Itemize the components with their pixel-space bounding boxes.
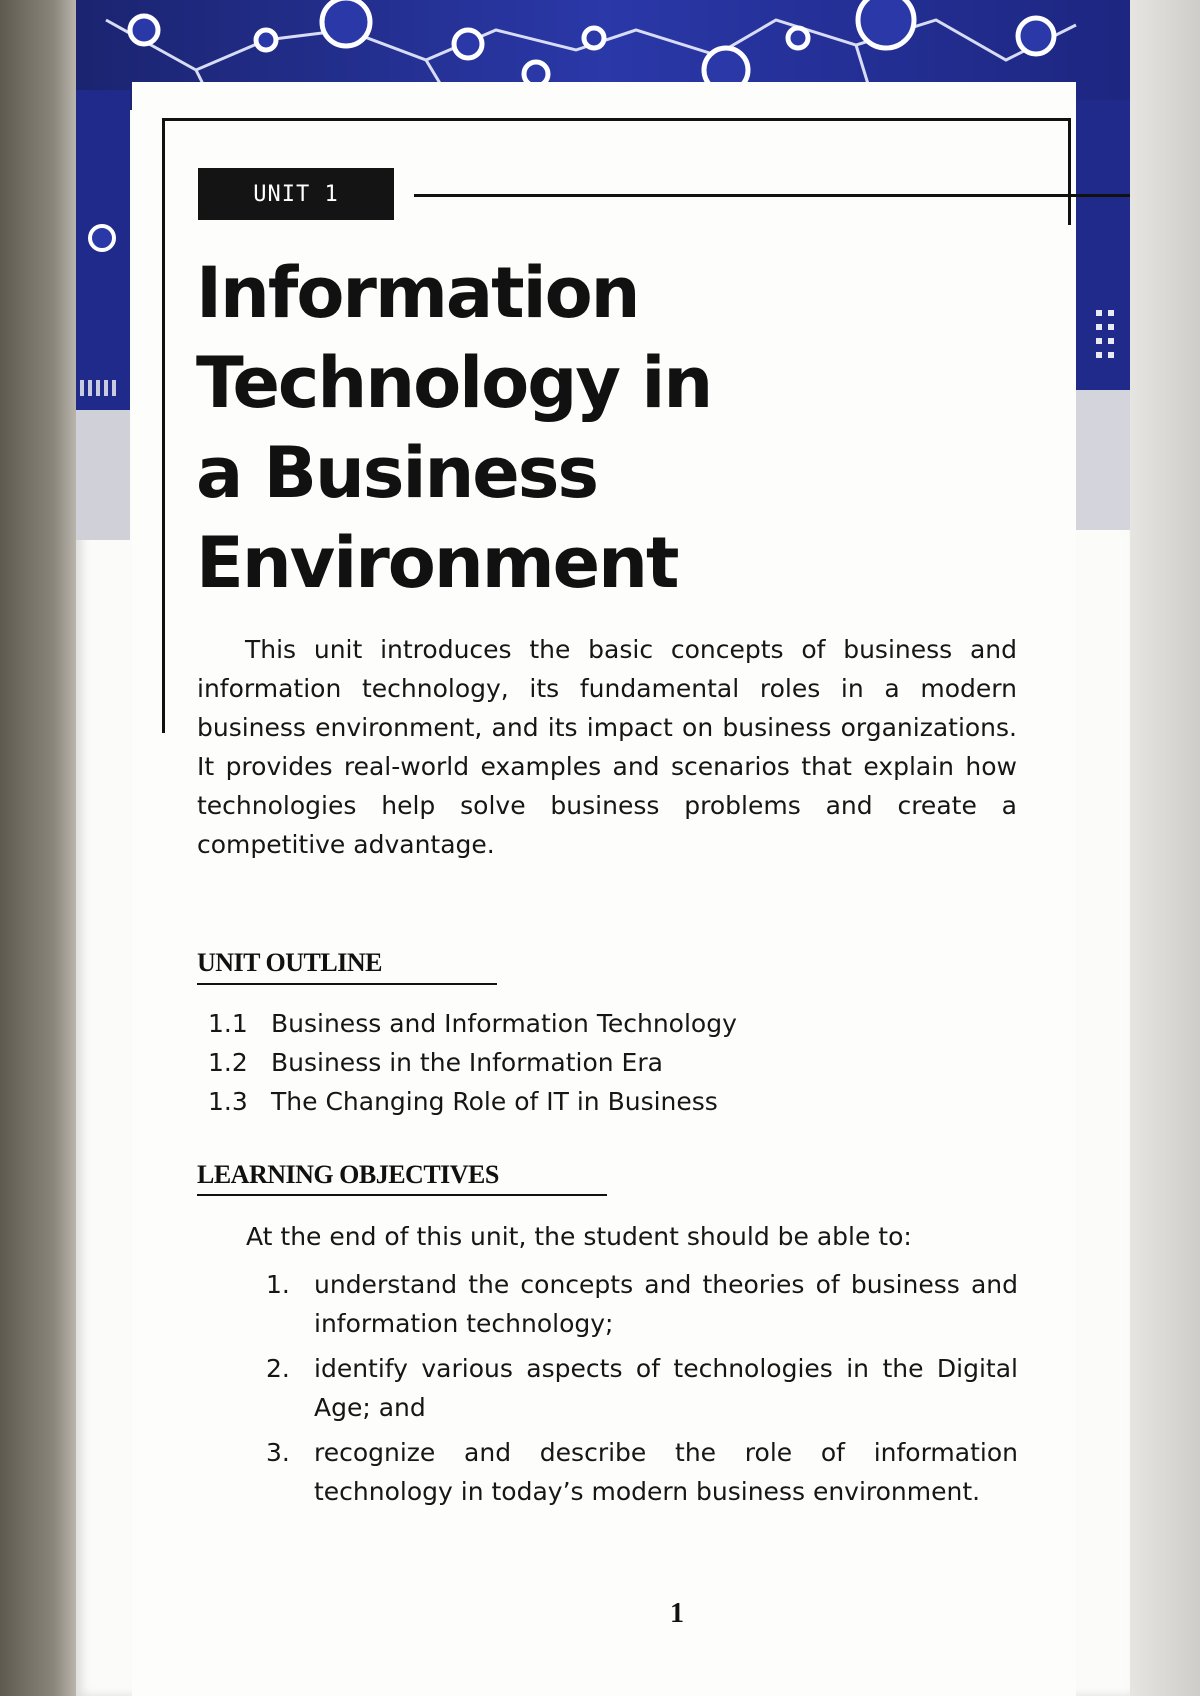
objective-number: 2. [266,1354,290,1383]
unit-title: Information Technology in a Business Environment [196,252,712,604]
unit-outline-rule [197,983,497,985]
outline-item-number: 1.3 [208,1087,248,1116]
unit-intro-paragraph: This unit introduces the basic concepts of business and information technology, its fundamental roles in a modern business environment, and its impact on business organizations. It provides real-world examples and scenarios that explain how technologies help solve business problems and create a competitive advantage. [197,635,1017,859]
objective-item [266,1265,1018,1343]
frame-line-right-short [1068,118,1071,225]
frame-line-top [162,118,1070,121]
objective-text: recognize and describe the role of information technology in today’s modern business environment. [314,1438,1018,1506]
outline-item [208,1004,908,1043]
outline-item [208,1043,908,1082]
objective-item [266,1349,1018,1427]
book-left-edge [0,0,76,1696]
book-page [76,0,1130,1696]
objective-text: understand the concepts and theories of business and information technology; [314,1270,1018,1338]
circuit-side-band-left [76,90,130,540]
objective-number: 1. [266,1270,290,1299]
unit-outline-heading: UNIT OUTLINE [197,948,382,977]
outline-item-label: The Changing Role of IT in Business [271,1087,718,1116]
outline-item-label: Business in the Information Era [271,1048,663,1077]
unit-outline-list [208,1004,908,1121]
background-surface [1130,0,1200,1696]
learning-objectives-rule [197,1194,607,1196]
learning-objectives-list [266,1265,1018,1517]
outline-item-number: 1.1 [208,1009,248,1038]
circuit-side-band-right [1076,100,1130,530]
outline-item-number: 1.2 [208,1048,248,1077]
outline-item-label: Business and Information Technology [271,1009,737,1038]
page-number: 1 [670,1598,684,1629]
objective-number: 3. [266,1438,290,1467]
frame-line-left [162,118,165,733]
learning-objectives-intro: At the end of this unit, the student should be able to: [246,1222,912,1251]
objective-item [266,1433,1018,1511]
objective-text: identify various aspects of technologies in the Digital Age; and [314,1354,1018,1422]
learning-objectives-heading: LEARNING OBJECTIVES [197,1160,499,1189]
outline-item [208,1082,908,1121]
frame-line-mid [414,194,1130,197]
unit-tag: UNIT 1 [198,168,394,220]
